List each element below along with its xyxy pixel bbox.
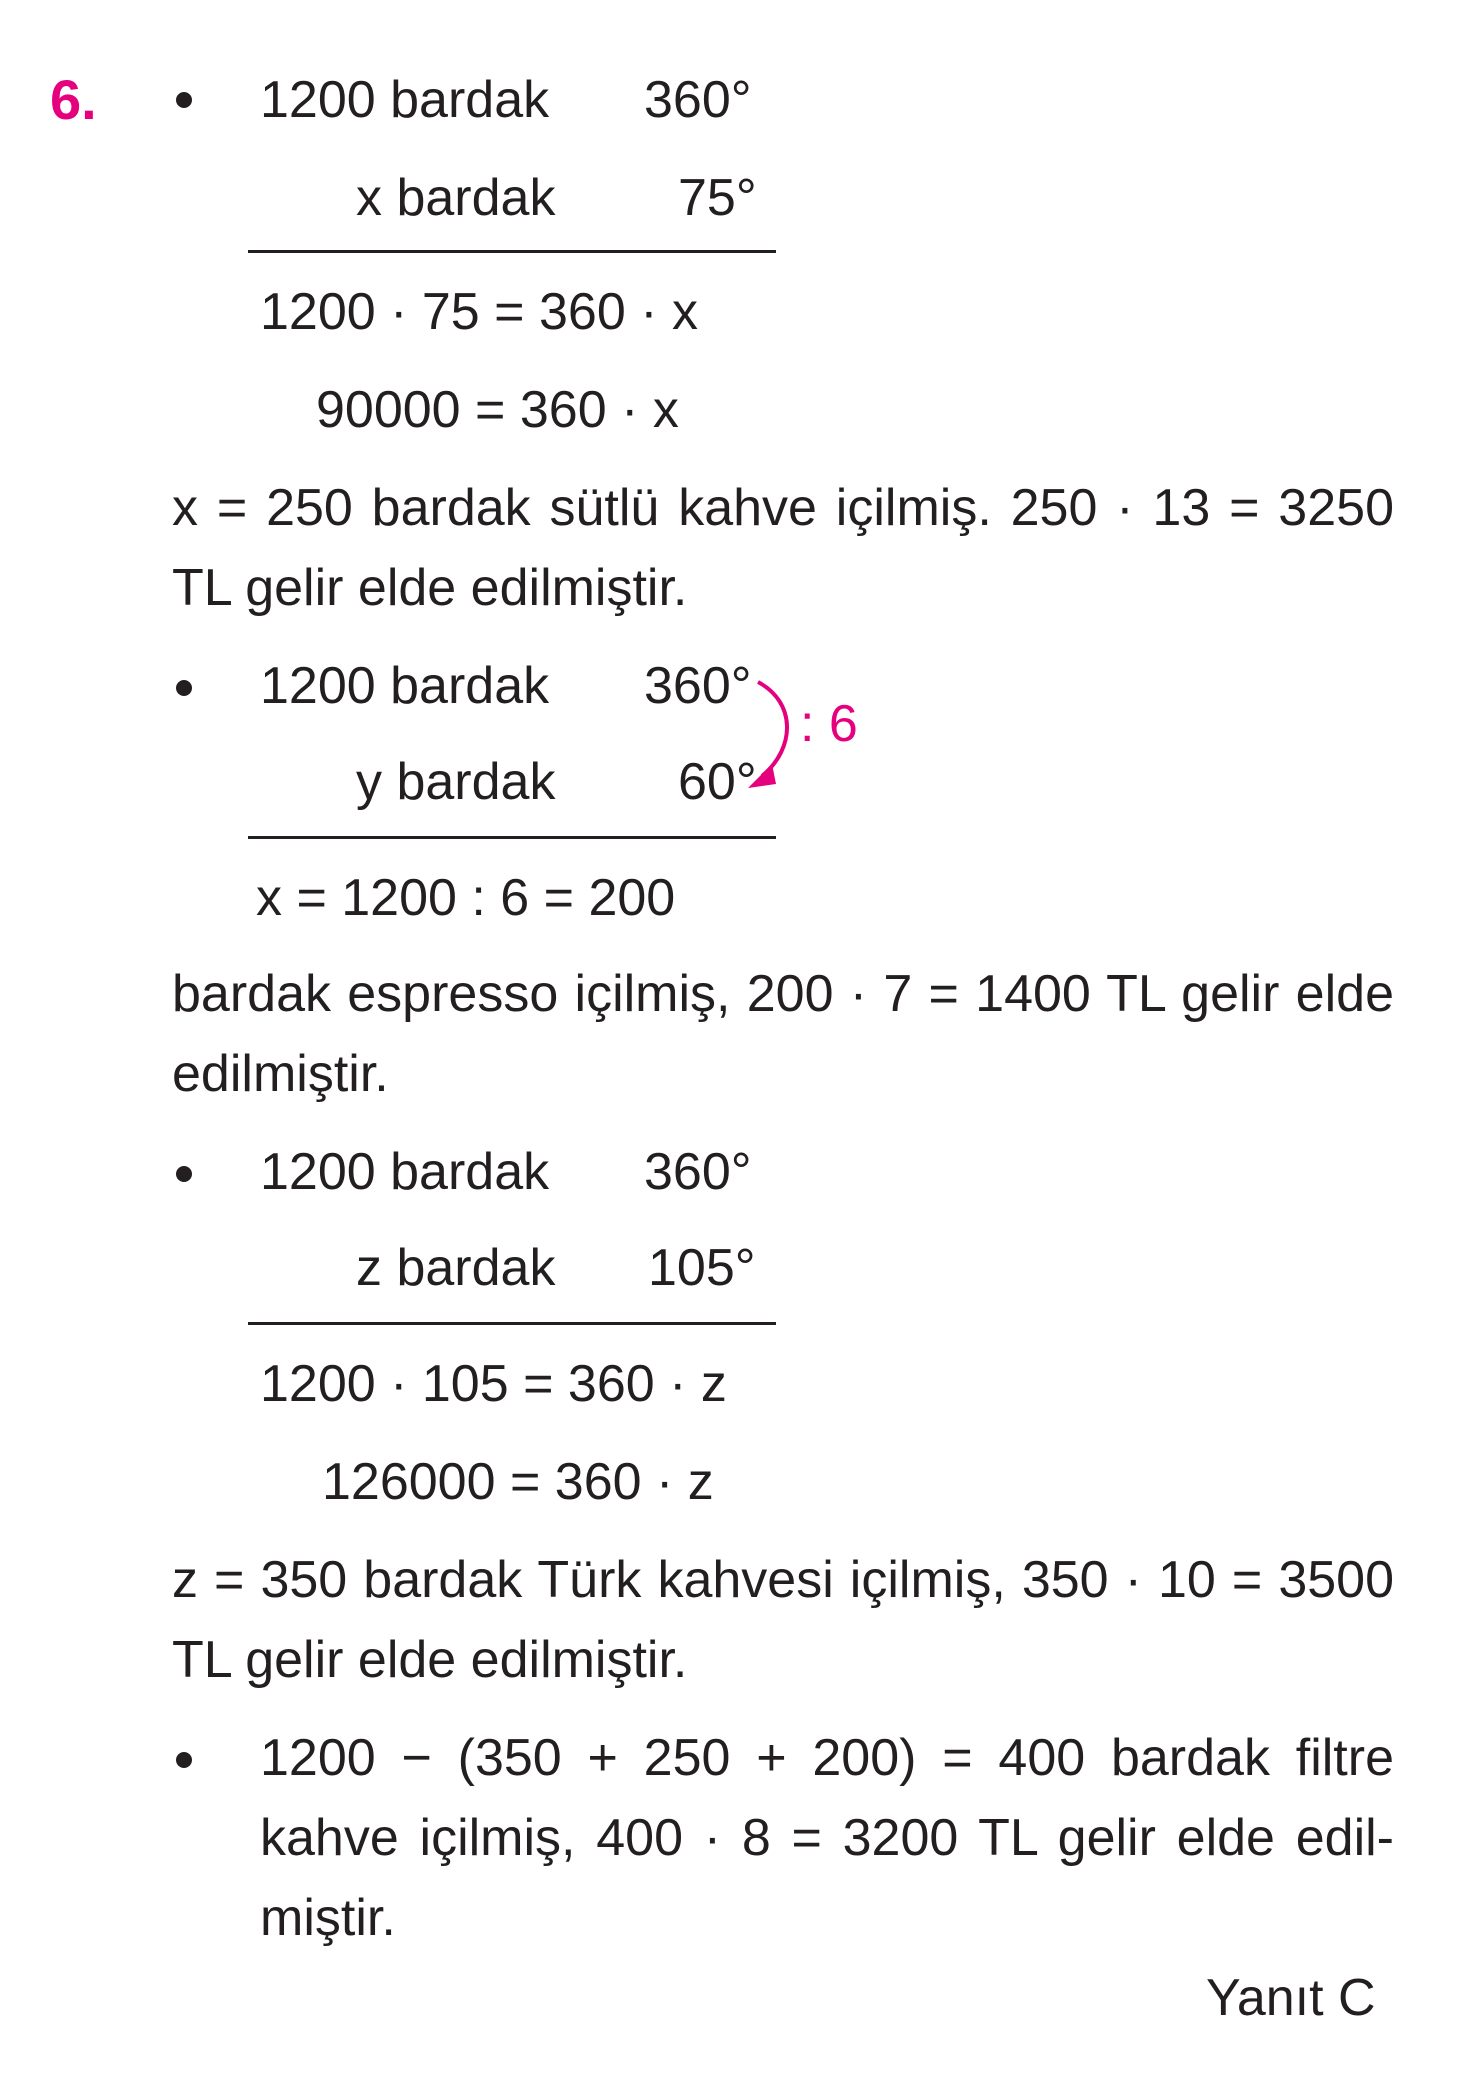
block3-row2-right: 105° [648,1239,756,1297]
block1-equation-2: 90000 = 360 · x [316,381,679,439]
block1-row1-left: 1200 bardak [260,71,550,129]
block1-result: x = 250 bardak sütlü kahve içilmiş. 250 · 13 = 3250 TL gelir elde edilmiştir. [172,479,1394,617]
block4-text: 1200 − (350 + 250 + 200) = 400 bardak filtre kahve içilmiş, 400 · 8 = 3200 TL gelir elde edil-miştir. [260,1729,1394,1947]
block1-row2-left: x bardak [356,169,556,227]
block1-equation-1: 1200 · 75 = 360 · x [260,283,698,341]
block2-row1-left: 1200 bardak [260,657,550,715]
block2-row1-right: 360° [644,657,752,715]
divide-label: : 6 [800,695,858,753]
block3-divider [248,1322,776,1325]
block2-divider [248,836,776,839]
block1-row2-right: 75° [678,169,757,227]
block3-row2-left: z bardak [356,1239,556,1297]
block3-equation-2: 126000 = 360 · z [322,1453,714,1511]
block3-result: z = 350 bardak Türk kahvesi içilmiş, 350 · 10 = 3500 TL gelir elde edilmiştir. [172,1551,1394,1689]
bullet-3 [176,1166,192,1182]
block2-equation-1: x = 1200 : 6 = 200 [256,869,676,927]
block2-result: bardak espresso içilmiş, 200 · 7 = 1400 TL gelir elde edilmiştir. [172,965,1394,1103]
bullet-2 [176,680,192,696]
block2-row2-right: 60° [678,753,757,811]
question-number: 6. [50,68,97,131]
bullet-1 [176,92,192,108]
answer-label: Yanıt C [1206,1969,1376,2027]
block3-row1-left: 1200 bardak [260,1143,550,1201]
block1-divider [248,250,776,253]
bullet-4 [176,1752,192,1768]
block2-row2-left: y bardak [356,753,556,811]
block3-equation-1: 1200 · 105 = 360 · z [260,1355,727,1413]
block3-row1-right: 360° [644,1143,752,1201]
block1-row1-right: 360° [644,71,752,129]
